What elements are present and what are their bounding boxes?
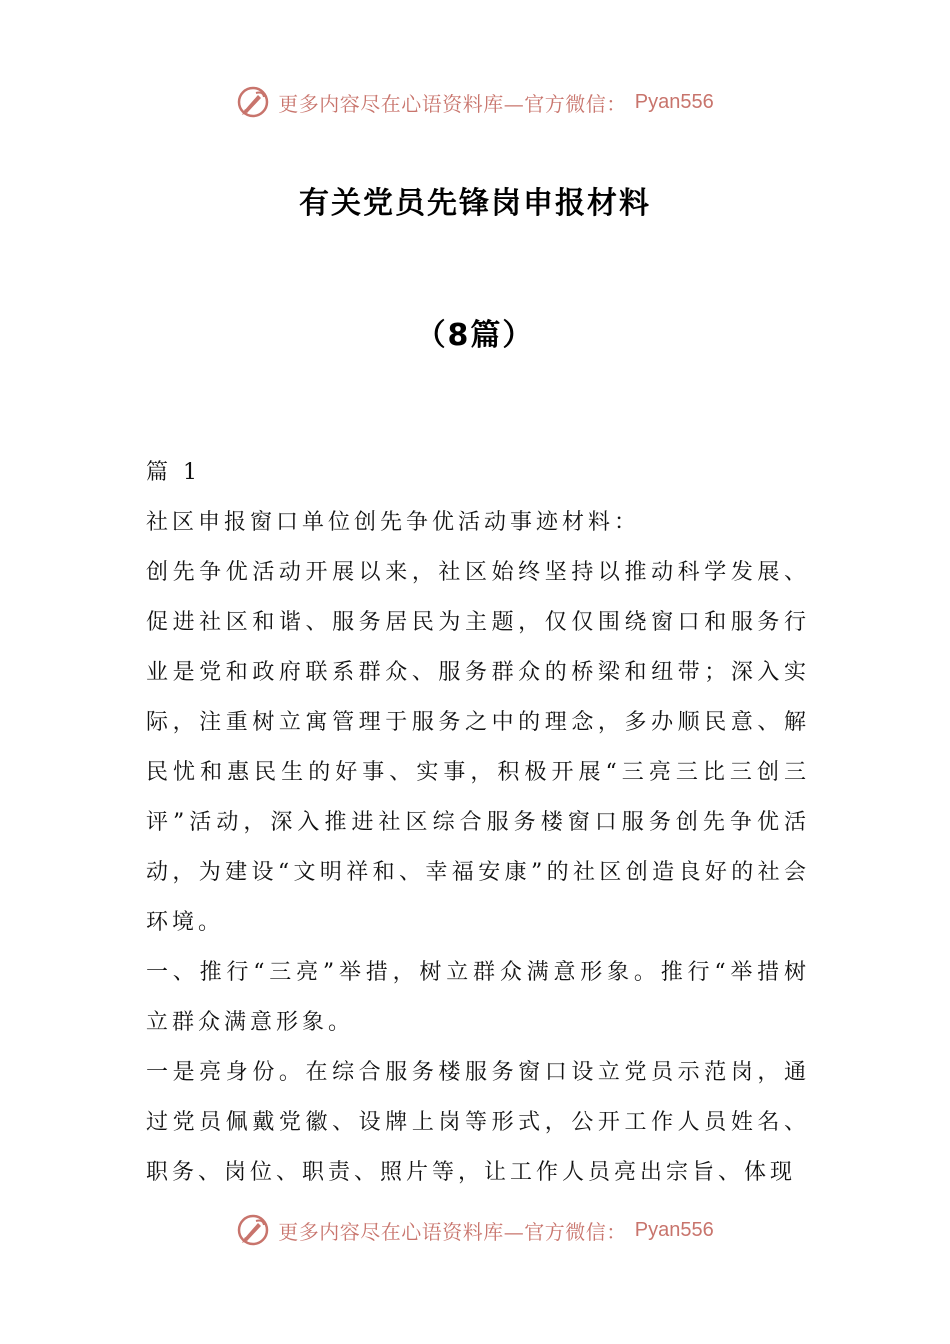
document-body [146, 448, 810, 1198]
watermark-wechat-id: Pyan556 [634, 90, 714, 113]
pen-logo-icon [236, 1213, 270, 1247]
paragraph: 创先争优活动开展以来，社区始终坚持以推动科学发展、促进社区和谐、服务居民为主题，仅仅围绕窗口和服务行业是党和政府联系群众、服务群众的桥梁和纽带；深入实际，注重树立寓管理于服务之中的理念，多办顺民意、解民忧和惠民生的好事、实事，积极开展“三亮三比三创三评”活动，深入推进社区综合服务楼窗口服务创先争优活动，为建设“文明祥和、幸福安康”的社区创造良好的社会环境。 [146, 560, 810, 935]
header-watermark-banner [0, 82, 950, 122]
watermark-wechat-id: Pyan556 [634, 1218, 714, 1241]
section-heading: 篇 1 [146, 460, 201, 485]
document-subtitle: （8篇） [415, 318, 535, 353]
footer-watermark-banner [0, 1210, 950, 1250]
paragraph: 社区申报窗口单位创先争优活动事迹材料： [146, 510, 641, 535]
pen-logo-icon [236, 85, 270, 119]
watermark-text: 更多内容尽在心语资料库—官方微信： [278, 1219, 627, 1244]
paragraph: 一、推行“三亮”举措，树立群众满意形象。推行“举措树立群众满意形象。 [146, 960, 810, 1035]
paragraph: 一是亮身份。在综合服务楼服务窗口设立党员示范岗，通过党员佩戴党徽、设牌上岗等形式，公开工作人员姓名、职务、岗位、职责、照片等，让工作人员亮出宗旨、体现 [146, 1060, 810, 1185]
document-title: 有关党员先锋岗申报材料 [299, 186, 651, 221]
watermark-text: 更多内容尽在心语资料库—官方微信： [278, 91, 627, 116]
